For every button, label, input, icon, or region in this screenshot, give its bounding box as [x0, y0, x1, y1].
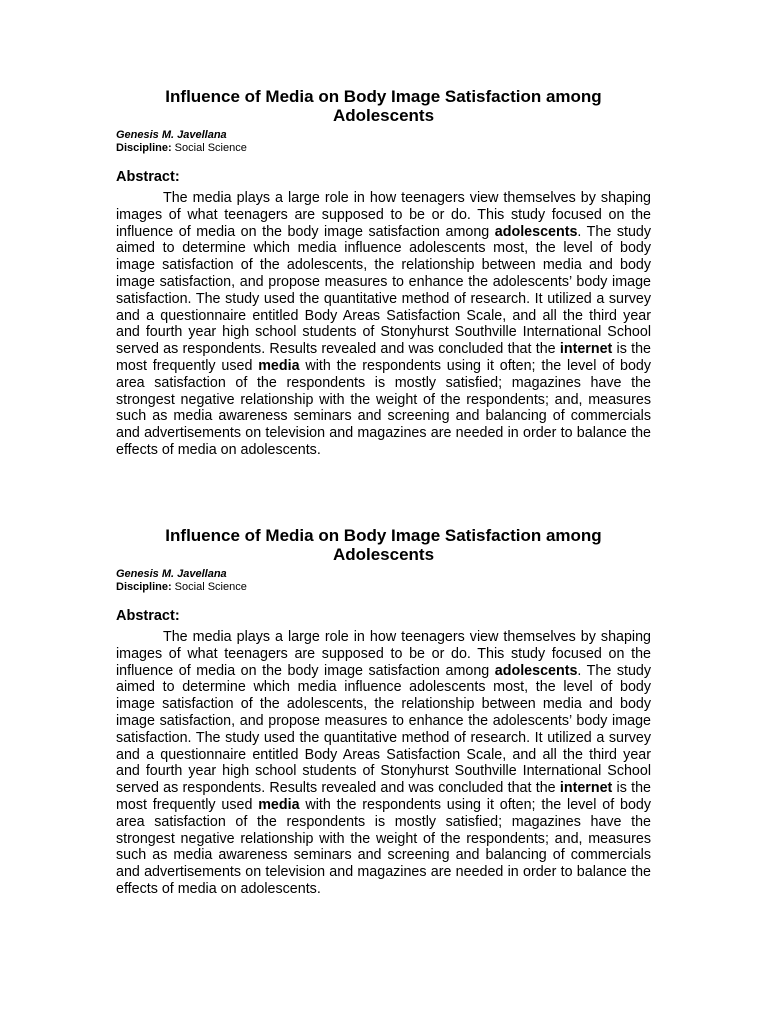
abstract-section — [116, 87, 651, 459]
abstract-heading: Abstract: — [116, 608, 180, 624]
paper-title: Influence of Media on Body Image Satisfaction among Adolescents — [165, 87, 602, 125]
abstract-section — [116, 526, 651, 898]
abstract-bold-term: internet — [559, 341, 613, 358]
abstract-text: . The study aimed to determine which media influence adolescents most, the level of body image satisfaction of the adolescents, the relationship between media and body image satisfaction, and propose measures to enhance the adolescents’ body image satisfaction. The study used the quantitative method of research. It utilized a survey and a questionnaire entitled Body Areas Satisfaction Scale, and all the third year and fourth year high school students of Stonyhurst Southville International School served as respondents. Results revealed and was concluded that the — [116, 223, 651, 358]
discipline-value: Social Science — [171, 581, 247, 593]
abstract-text: . The study aimed to determine which media influence adolescents most, the level of body image satisfaction of the adolescents, the relationship between media and body image satisfaction, and propose measures to enhance the adolescents’ body image satisfaction. The study used the quantitative method of research. It utilized a survey and a questionnaire entitled Body Areas Satisfaction Scale, and all the third year and fourth year high school students of Stonyhurst Southville International School served as respondents. Results revealed and was concluded that the — [116, 662, 651, 797]
abstract-bold-term: media — [258, 357, 300, 374]
abstract-bold-term: adolescents — [494, 662, 578, 679]
abstract-text: with the respondents using it often; the level of body area satisfaction of the respondents is mostly satisfied; magazines have the strongest negative relationship with the weight of the respondents; and, measures such as media awareness seminars and screening and balancing of commercials and advertisements on television and magazines are needed in order to balance the effects of media on adolescents. — [116, 357, 651, 458]
abstract-bold-term: adolescents — [494, 223, 578, 240]
discipline-label: Discipline: — [116, 142, 172, 154]
abstract-bold-term: internet — [559, 780, 613, 797]
abstract-body — [116, 629, 651, 898]
abstract-bold-term: media — [258, 796, 300, 813]
discipline-line — [116, 142, 651, 155]
author-name: Genesis M. Javellana — [116, 568, 227, 580]
discipline-line — [116, 581, 651, 594]
author-name: Genesis M. Javellana — [116, 129, 227, 141]
abstract-text: with the respondents using it often; the level of body area satisfaction of the respondents is mostly satisfied; magazines have the strongest negative relationship with the weight of the respondents; and, measures such as media awareness seminars and screening and balancing of commercials and advertisements on television and magazines are needed in order to balance the effects of media on adolescents. — [116, 796, 651, 897]
discipline-value: Social Science — [171, 142, 247, 154]
abstract-heading: Abstract: — [116, 169, 180, 185]
paper-title: Influence of Media on Body Image Satisfaction among Adolescents — [165, 526, 602, 564]
abstract-text: is the most frequently used — [116, 341, 651, 374]
abstract-text: The media plays a large role in how teenagers view themselves by shaping images of what teenagers are supposed to be or do. This study focused on the influence of media on the body image satisfaction among — [116, 629, 651, 679]
abstract-text: is the most frequently used — [116, 780, 651, 813]
abstract-text: The media plays a large role in how teenagers view themselves by shaping images of what teenagers are supposed to be or do. This study focused on the influence of media on the body image satisfaction among — [116, 190, 651, 240]
abstract-body — [116, 190, 651, 459]
discipline-label: Discipline: — [116, 581, 172, 593]
